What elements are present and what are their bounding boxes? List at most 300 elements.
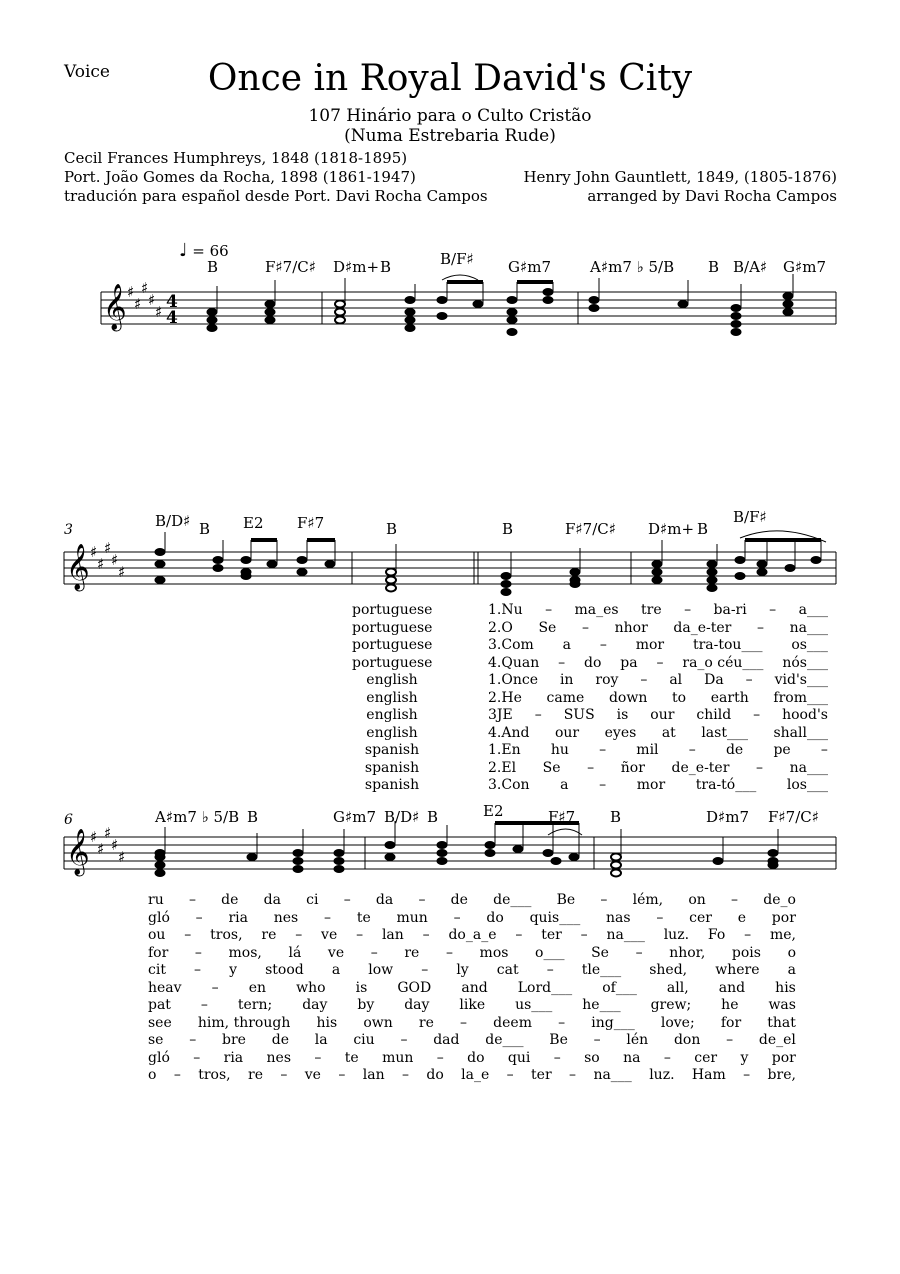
lyric-syllable: vid's___	[774, 672, 828, 688]
tempo-marking	[179, 240, 229, 261]
svg-text:♯: ♯	[148, 291, 156, 309]
lyric-syllable: nhor	[614, 619, 648, 636]
chord-symbol: B	[610, 808, 622, 826]
lyric-syllable: –	[635, 944, 643, 961]
chord-symbol: D♯m7	[706, 808, 750, 826]
lyric-syllable: o___	[535, 944, 565, 961]
lyric-syllable: 1.En	[488, 742, 521, 758]
lyric-syllable: –	[688, 742, 696, 758]
chord-symbol: B	[199, 520, 211, 538]
lyric-syllable: de_o	[763, 892, 796, 908]
lyric-syllable: was	[768, 997, 796, 1013]
lyric-syllable: –	[295, 927, 303, 943]
chord-symbol: G♯m7	[508, 258, 552, 276]
chord-symbol: B	[207, 258, 219, 276]
lyric-line	[148, 910, 796, 928]
lyric-syllable: lém,	[632, 892, 664, 908]
chord-symbol: A♯m7 ♭ 5/B	[590, 258, 675, 276]
svg-text:♯: ♯	[97, 840, 105, 858]
lyric-syllable: –	[580, 927, 588, 943]
staff-system-1	[0, 270, 900, 360]
verse-label: portuguese	[352, 654, 433, 671]
lyric-syllable: luz.	[649, 1067, 675, 1083]
lyric-syllable: ci	[306, 892, 319, 908]
lyric-syllable: do_a_e	[448, 927, 497, 943]
svg-text:♯: ♯	[97, 555, 105, 573]
lyric-syllable: heav	[148, 979, 182, 996]
lyric-syllable: –	[753, 707, 761, 723]
lyric-syllable: day	[404, 997, 430, 1013]
lyric-syllable: ou	[148, 927, 166, 943]
lyric-syllable: de_e-ter	[671, 759, 730, 776]
lyric-syllable: –	[280, 1067, 288, 1083]
lyric-syllable: shed,	[649, 962, 688, 978]
lyric-syllable: –	[726, 1032, 734, 1048]
svg-text:4: 4	[166, 308, 178, 328]
chord-symbol: B	[247, 808, 259, 826]
lyric-syllable: –	[194, 962, 202, 978]
lyric-syllable: don	[673, 1032, 701, 1048]
lyric-syllable: –	[745, 672, 753, 688]
part-name: Voice	[64, 62, 110, 82]
lyric-syllable: –	[421, 962, 429, 978]
measure-number: 3	[64, 522, 73, 538]
chord-symbol: B	[502, 520, 514, 538]
lyric-syllable: child	[696, 707, 732, 723]
lyric-syllable: ria	[228, 909, 248, 926]
svg-text:♯: ♯	[104, 824, 112, 842]
lyrics-system-3	[148, 892, 796, 1085]
lyric-line	[148, 1050, 796, 1068]
lyric-line	[148, 927, 796, 945]
lyric-syllable: do	[486, 909, 504, 926]
lyric-syllable: –	[545, 602, 553, 618]
lyric-syllable: ñor	[620, 759, 645, 776]
lyric-syllable: –	[534, 707, 542, 723]
lyric-syllable: ing___	[591, 1014, 635, 1031]
lyric-syllable: re	[248, 1067, 263, 1083]
lyric-syllable: ria	[223, 1049, 244, 1066]
lyric-syllable: –	[684, 602, 692, 618]
lyric-syllable: by	[357, 997, 375, 1013]
lyric-syllable: ma_es	[574, 602, 619, 618]
lyric-syllable: 1.Nu	[488, 602, 523, 618]
lyric-syllable: and	[461, 979, 488, 996]
lyric-line	[488, 742, 828, 760]
chord-symbol: B/A♯	[733, 258, 768, 276]
chord-symbol: B	[697, 520, 709, 538]
lyric-syllable: al	[669, 672, 683, 688]
chord-symbol: D♯m+	[333, 258, 380, 276]
lyric-line	[148, 1067, 796, 1085]
lyric-line	[488, 760, 828, 778]
page-title: Once in Royal David's City	[207, 58, 693, 99]
lyric-syllable: –	[460, 1014, 468, 1031]
verse-label: spanish	[364, 777, 420, 793]
verse-label: spanish	[364, 759, 420, 776]
notes-system-2	[155, 532, 821, 596]
notes-system-1	[207, 274, 793, 336]
lyric-syllable: 4.Quan	[488, 654, 540, 671]
lyric-syllable: –	[546, 962, 554, 978]
lyric-syllable: ve	[304, 1067, 321, 1083]
lyric-syllable: –	[756, 759, 764, 776]
lyric-syllable: –	[189, 1032, 197, 1048]
lyric-syllable: us___	[515, 997, 553, 1013]
lyricist-credit: Cecil Frances Humphreys, 1848 (1818-1895)	[64, 149, 408, 167]
verse-label: english	[366, 724, 418, 741]
lyric-syllable: –	[599, 637, 607, 653]
lyric-syllable: –	[453, 909, 461, 926]
lyric-syllable: –	[656, 909, 664, 926]
lyric-syllable: Be	[549, 1032, 568, 1048]
lyric-syllable: his	[316, 1014, 338, 1031]
lyric-syllable: from___	[773, 689, 828, 706]
lyric-syllable: pa	[620, 654, 638, 671]
portuguese-translator-credit: Port. João Gomes da Rocha, 1898 (1861-1947)	[64, 168, 416, 186]
lyric-syllable: –	[506, 1067, 514, 1083]
lyric-syllable: –	[593, 1032, 601, 1048]
chord-symbol: E2	[483, 802, 504, 820]
lyric-syllable: Da	[704, 672, 724, 688]
lyric-syllable: –	[338, 1067, 346, 1083]
lyric-syllable: o	[787, 944, 796, 961]
lyric-syllable: de	[450, 892, 468, 908]
staff-system-2	[0, 530, 900, 610]
lyric-line	[148, 980, 796, 998]
tempo-value: = 66	[192, 242, 229, 260]
lyric-line	[488, 707, 828, 725]
lyric-syllable: –	[401, 1067, 409, 1083]
lyric-syllable: la_e	[461, 1067, 490, 1083]
lyric-syllable: ve	[321, 927, 338, 943]
lyric-syllable: –	[370, 944, 378, 961]
lyric-syllable: –	[569, 1067, 577, 1083]
chord-symbol: B/D♯	[155, 512, 191, 530]
lyric-syllable: is	[355, 979, 368, 996]
lyric-syllable: a	[562, 637, 571, 653]
lyric-syllable: 3JE	[488, 707, 513, 723]
lyric-syllable: te	[356, 909, 371, 926]
lyric-syllable: Ham	[691, 1067, 726, 1083]
chord-symbol: B	[427, 808, 439, 826]
lyric-syllable: mor	[635, 637, 665, 653]
svg-text:♯: ♯	[155, 303, 163, 321]
lyric-syllable: lén	[626, 1032, 649, 1048]
lyric-syllable: Se	[542, 759, 561, 776]
lyric-syllable: eyes	[604, 724, 637, 741]
chord-symbol: F♯7/C♯	[265, 258, 316, 276]
lyric-syllable: da	[263, 892, 281, 908]
lyric-syllable: –	[731, 892, 739, 908]
lyric-line	[148, 962, 796, 980]
svg-text:♯: ♯	[127, 283, 135, 301]
lyric-syllable: to	[672, 689, 687, 706]
lyric-syllable: his	[775, 979, 796, 996]
lyric-syllable: shall___	[773, 724, 828, 741]
chord-symbol: D♯m+	[648, 520, 695, 538]
chord-symbol: G♯m7	[333, 808, 377, 826]
lyric-syllable: GOD	[397, 979, 432, 996]
measure-number: 6	[64, 812, 73, 828]
lyric-syllable: down	[608, 689, 648, 706]
chord-symbol: B/F♯	[733, 508, 767, 526]
lyric-syllable: of___	[602, 979, 637, 996]
lyric-syllable: re	[418, 1014, 434, 1031]
svg-text:♯: ♯	[118, 848, 126, 866]
lyric-syllable: that	[767, 1014, 796, 1031]
lyric-syllable: –	[640, 672, 648, 688]
lyric-syllable: –	[756, 619, 764, 636]
lyric-syllable: –	[744, 927, 752, 943]
lyric-syllable: de___	[493, 892, 532, 908]
lyric-syllable: se	[148, 1032, 164, 1048]
lyric-syllable: pe	[773, 742, 791, 758]
lyric-syllable: grew;	[650, 997, 692, 1013]
lyric-syllable: da_e-ter	[673, 619, 732, 636]
lyric-syllable: 2.O	[488, 619, 513, 636]
chord-symbol: B	[386, 520, 398, 538]
lyric-line	[148, 945, 796, 963]
lyric-syllable: tros,	[198, 1067, 231, 1083]
lyric-syllable: a	[331, 962, 341, 978]
treble-clef-icon: 𝄞	[66, 544, 90, 590]
lyric-syllable: ly	[456, 962, 469, 978]
lyric-syllable: de_el	[758, 1032, 796, 1048]
subtitle: 107 Hinário para o Culto Cristão	[308, 106, 592, 126]
lyric-syllable: a	[787, 962, 796, 978]
notes-system-3	[155, 821, 778, 877]
lyric-syllable: pois	[731, 944, 761, 961]
lyric-syllable: he	[721, 997, 739, 1013]
lyric-syllable: own	[363, 1014, 393, 1031]
lyric-line	[148, 892, 796, 910]
lyric-syllable: –	[343, 892, 351, 908]
lyric-syllable: de	[221, 892, 239, 908]
lyric-syllable: cat	[496, 962, 519, 978]
lyric-syllable: where	[715, 962, 760, 978]
lyric-line	[148, 997, 796, 1015]
lyric-syllable: nas	[605, 909, 631, 926]
lyric-syllable: –	[820, 742, 828, 758]
lyric-syllable: do	[467, 1049, 485, 1066]
svg-text:♯: ♯	[111, 836, 119, 854]
lyric-syllable: luz.	[663, 927, 690, 943]
lyrics-system-2	[488, 602, 828, 795]
subtitle-secondary: (Numa Estrebaria Rude)	[344, 126, 556, 146]
chord-symbol: B	[708, 258, 720, 276]
lyric-syllable: de	[725, 742, 744, 758]
lyric-syllable: mor	[636, 777, 666, 793]
lyric-syllable: –	[195, 909, 203, 926]
lyric-syllable: –	[445, 944, 453, 961]
spanish-translator-credit: tradución para español desde Port. Davi Rocha Campos	[64, 187, 488, 205]
lyric-syllable: do	[426, 1067, 444, 1083]
chord-symbol: F♯7	[548, 808, 576, 826]
lyric-syllable: our	[650, 707, 675, 723]
lyric-syllable: los___	[786, 777, 828, 793]
lyric-syllable: dad	[433, 1032, 460, 1048]
lyric-syllable: –	[553, 1049, 561, 1066]
lyric-syllable: cer	[694, 1049, 718, 1066]
lyric-syllable: mil	[636, 742, 659, 758]
chord-symbol: A♯m7 ♭ 5/B	[155, 808, 240, 826]
lyric-syllable: –	[769, 602, 777, 618]
svg-text:♯: ♯	[104, 539, 112, 557]
lyric-syllable: –	[587, 759, 595, 776]
lyric-syllable: –	[200, 997, 208, 1013]
quarter-note-icon: ♩	[179, 240, 188, 261]
lyric-syllable: –	[418, 892, 426, 908]
lyric-syllable: cer	[689, 909, 712, 926]
lyric-syllable: Se	[591, 944, 609, 961]
svg-text:♯: ♯	[118, 563, 126, 581]
time-signature-icon	[166, 292, 178, 328]
lyric-syllable: na___	[593, 1067, 632, 1083]
lyric-syllable: him, through	[197, 1014, 291, 1031]
chord-symbol: F♯7/C♯	[565, 520, 616, 538]
chord-symbol: B/F♯	[440, 250, 474, 268]
lyric-syllable: mun	[396, 909, 428, 926]
lyric-syllable: –	[599, 777, 607, 793]
lyric-syllable: Fo	[707, 927, 726, 943]
lyric-line	[488, 620, 828, 638]
lyric-syllable: gló	[148, 1049, 170, 1066]
lyric-syllable: deem	[493, 1014, 532, 1031]
lyric-syllable: on	[688, 892, 706, 908]
lyric-syllable: ru	[148, 892, 164, 908]
lyric-line	[488, 602, 828, 620]
lyric-syllable: all,	[666, 979, 689, 996]
lyric-syllable: mos,	[228, 944, 262, 961]
lyric-syllable: –	[600, 892, 608, 908]
lyric-syllable: –	[184, 927, 192, 943]
lyric-syllable: –	[400, 1032, 408, 1048]
verse-label: english	[366, 707, 418, 723]
lyric-syllable: de	[271, 1032, 289, 1048]
lyric-syllable: for	[720, 1014, 742, 1031]
lyric-syllable: bre,	[767, 1067, 796, 1083]
lyric-line	[148, 1015, 796, 1033]
chord-symbol: G♯m7	[783, 258, 827, 276]
lyric-syllable: cit	[148, 962, 166, 978]
lyric-syllable: so	[584, 1049, 600, 1066]
credits-left	[64, 149, 488, 206]
lyric-syllable: stood	[265, 962, 304, 978]
lyric-syllable: por	[771, 909, 796, 926]
lyric-syllable: y	[740, 1049, 749, 1066]
lyric-syllable: mos	[479, 944, 509, 961]
composer-credit: Henry John Gauntlett, 1849, (1805-1876)	[523, 168, 837, 186]
lyric-syllable: a	[560, 777, 569, 793]
lyric-syllable: pat	[148, 997, 171, 1013]
lyric-syllable: –	[599, 742, 607, 758]
lyric-syllable: ciu	[353, 1032, 375, 1048]
lyric-syllable: –	[743, 1067, 751, 1083]
lyric-syllable: te	[344, 1049, 359, 1066]
credits-right	[523, 168, 837, 206]
verse-labels	[352, 602, 432, 795]
verse-label: portuguese	[352, 619, 433, 636]
lyric-syllable: tern;	[237, 997, 273, 1013]
lyric-syllable: –	[193, 1049, 201, 1066]
lyric-syllable: –	[558, 654, 566, 671]
lyric-syllable: quis___	[529, 909, 581, 926]
lyric-syllable: y	[229, 962, 238, 978]
svg-text:♯: ♯	[141, 279, 149, 297]
lyric-syllable: hu	[550, 742, 569, 758]
lyric-syllable: see	[148, 1014, 172, 1031]
lyric-syllable: and	[718, 979, 746, 996]
lyric-syllable: ra_o céu___	[682, 654, 764, 671]
lyric-syllable: re	[404, 944, 420, 961]
lyric-syllable: hood's	[782, 707, 828, 723]
lyric-line	[488, 655, 828, 673]
lyric-syllable: is	[616, 707, 629, 723]
svg-text:4: 4	[166, 292, 178, 312]
lyric-syllable: tra-tou___	[692, 637, 763, 653]
lyric-syllable: a___	[798, 602, 828, 618]
lyric-syllable: ve	[327, 944, 345, 961]
lyric-syllable: –	[656, 654, 664, 671]
staff-system-3	[0, 815, 900, 895]
lyric-syllable: –	[581, 619, 589, 636]
lyric-syllable: nós___	[782, 654, 828, 671]
lyric-syllable: –	[356, 927, 364, 943]
arranger-credit: arranged by Davi Rocha Campos	[587, 187, 837, 205]
verse-label: english	[366, 672, 418, 688]
lyric-syllable: tros,	[210, 927, 243, 943]
lyric-syllable: 3.Com	[488, 637, 534, 653]
lyric-syllable: qui	[507, 1049, 531, 1066]
lyric-syllable: –	[314, 1049, 322, 1066]
lyric-syllable: Lord___	[517, 979, 573, 996]
lyric-syllable: do	[584, 654, 602, 671]
lyric-syllable: earth	[710, 689, 749, 706]
lyric-syllable: who	[296, 979, 326, 996]
chord-symbol: E2	[243, 514, 264, 532]
lyric-syllable: 2.He	[488, 689, 522, 706]
lyric-syllable: nhor,	[669, 944, 706, 961]
chord-symbol: F♯7/C♯	[768, 808, 819, 826]
lyric-syllable: at	[661, 724, 676, 741]
lyric-syllable: 2.El	[488, 759, 517, 776]
lyric-line	[488, 690, 828, 708]
lyric-syllable: na___	[789, 619, 828, 636]
lyric-syllable: e	[737, 909, 747, 926]
chord-symbol: F♯7	[297, 514, 325, 532]
lyric-syllable: en	[248, 979, 267, 996]
lyric-syllable: ter	[531, 1067, 552, 1083]
svg-text:♯: ♯	[90, 543, 98, 561]
lyric-syllable: for	[148, 944, 169, 961]
lyric-syllable: mun	[382, 1049, 414, 1066]
lyric-syllable: –	[436, 1049, 444, 1066]
lyric-syllable: roy	[595, 672, 619, 688]
lyric-syllable: me,	[769, 927, 796, 943]
lyric-line	[488, 637, 828, 655]
lyric-syllable: os___	[791, 637, 828, 653]
chord-symbol: B/D♯	[384, 808, 420, 826]
lyric-syllable: de___	[485, 1032, 524, 1048]
lyric-syllable: o	[148, 1067, 157, 1083]
lyric-syllable: re	[261, 927, 277, 943]
lyric-syllable: lan	[381, 927, 404, 943]
lyric-syllable: nes	[273, 909, 299, 926]
lyric-syllable: in	[559, 672, 574, 688]
lyric-syllable: –	[515, 927, 523, 943]
lyric-syllable: –	[173, 1067, 181, 1083]
